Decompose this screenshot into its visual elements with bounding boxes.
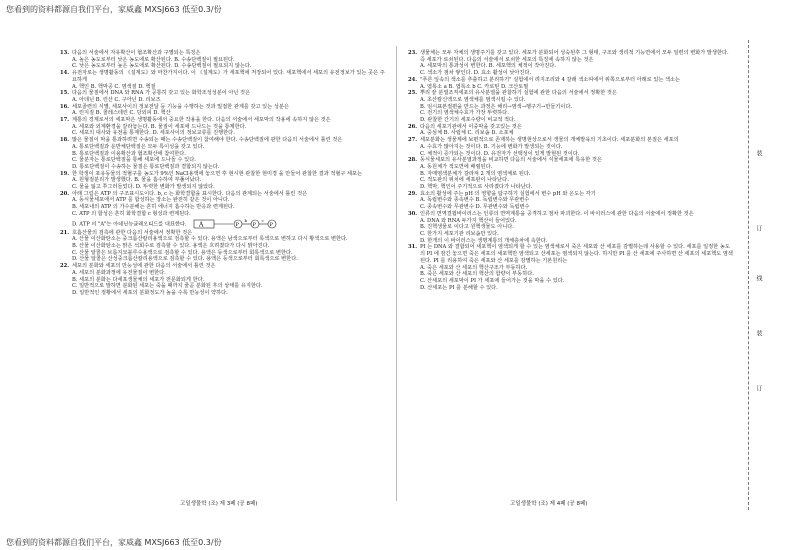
answer-option (60, 97, 385, 104)
question (408, 191, 733, 211)
page-footer-right: 고일생물학 (조) 제 4페 (공 8페) (510, 501, 588, 507)
answer-option-text: A. 동원체가 적도면에 배렬된다. (420, 163, 493, 170)
left-column (60, 50, 385, 297)
answer-option-text: D. 한개의 이 바이러스는 생명계통의 개체층차에 속한다. (420, 237, 548, 244)
answer-option-text: A. 통로단백질과 운반체단백질은 모두 특이성을 갖고 있다. (72, 143, 205, 150)
answer-option-text: C. ATP 의 합성은 흔히 화학결합 c 형성과 련계된다. (72, 210, 191, 217)
answer-option (408, 224, 733, 231)
watermark-bottom: 您看到的资料都源自我们平台，家威鑫 MXSJ663 低至0.3/份 (6, 538, 222, 547)
answer-option-text: A. 높은 농도로부터 낮은 농도에로 확산된다. B. 수송단백질이 필요된다. (72, 56, 235, 63)
answer-option (408, 164, 733, 171)
question (60, 263, 385, 297)
atp-p-label: P (252, 221, 256, 228)
binding-mark-1: 装 (755, 150, 762, 158)
answer-option-text: D. 산세포는 PI 를 분해할 수 있다. (420, 284, 498, 291)
answer-option (408, 144, 733, 151)
answer-option (60, 283, 385, 290)
answer-option (408, 231, 733, 238)
answer-option (408, 204, 733, 211)
question-text: 다음의 서술에서 자유확산이 협조확산과 구별되는 특징은 (72, 50, 201, 56)
adenosine-box (194, 220, 214, 228)
atp-c-label: c (261, 217, 264, 223)
answer-option (60, 204, 385, 211)
answer-option-text: A. 아데닌 B. 린산 C. 구아닌 D. 리보즈 (72, 96, 161, 103)
atp-p-label: P (269, 221, 273, 228)
answer-option-text: B. 세포의 분화는 다세포생물체의 세포가 전문화되게 한다. (72, 276, 205, 283)
answer-option-text: D. 관찰한 간기의 세포수량이 비교적 적다. (420, 117, 516, 124)
question-number: 27. (408, 137, 418, 144)
question-text: 세포골련의 식별, 세포사이의 정보전달 등 기능을 수행하는 것과 밀접한 관계를 갖고 있는 성분은 (72, 103, 289, 110)
answer-option-text: A. 핵인 B. 핵막공 C. 염색질 D. 핵질 (72, 83, 156, 90)
answer-option-text: A. 엽록소 a B. 엽록소 b C. 카로틴 D. 크산토필 (420, 83, 529, 90)
right-column (408, 50, 733, 291)
answer-option-text: C. 적도판의 위치에 세포판이 나타난다. (420, 177, 509, 184)
question-number: 30. (408, 210, 418, 217)
answer-option (60, 290, 385, 297)
column-divider (396, 46, 397, 501)
answer-option-text: C. 한가지 세포기관 리보솜만 있다. (420, 230, 499, 237)
answer-option-text: A. 세포의 분화과정에 유전물질이 변한다. (72, 269, 166, 276)
question-number: 29. (408, 190, 418, 197)
question-number: 28. (408, 157, 418, 164)
question-number: 24. (408, 76, 418, 83)
question-number: 31. (408, 244, 418, 251)
binding-line (748, 40, 749, 510)
answer-option-text: A. 죽은 세포와 산 세포의 핵산구조가 부동하다. (420, 264, 528, 271)
answer-option (408, 117, 733, 124)
answer-option-text: B. 자매염색분체가 갈라져 2 개의 염색체로 된다. (420, 170, 531, 177)
question-number: 15. (60, 90, 70, 97)
question-text: 다음의 세포기관에서 이중막을 갖고있는 것은 (420, 123, 522, 130)
question (408, 124, 733, 137)
question (60, 230, 385, 264)
question (408, 244, 733, 291)
question-text: 유전자로는 생명활동의 《설계도》와 마찬가지이다. 이 《설계도》가 세포핵에 저장되어 있다. 세포핵에서 세포의 유전정보가 있는 곳은 주요하게 (72, 70, 385, 83)
answer-option-text: B. 죽은 세포와 산 세포의 핵산의 함량이 부동하다. (420, 271, 534, 278)
answer-option-text: D. 통로단백질이 수송하는 물질은 통로단백질과 결합되지 않는다. (72, 163, 220, 170)
question-text: 세포분화는 생물계에 보편적으로 존재하는 생명현상으로서 생물의 개체발육의 기초이다. 세포분화의 본질은 세포의 (420, 137, 679, 144)
answer-option-text: C. 낮은 농도로부터 높은 농도에로 확산된다. D. 수송단백질이 필요되지 않는다. (72, 63, 252, 70)
question (408, 50, 733, 77)
answer-option (60, 236, 385, 243)
answer-option (60, 218, 385, 230)
question-number: 23. (408, 50, 418, 56)
question-number: 26. (408, 123, 418, 130)
answer-option (60, 211, 385, 218)
question-text: 계통의 경계로서의 세포막은 생명활동에서 중요한 작용을 한다. 다음의 서술에서 세포막의 작용에 속하지 않은 것은 (72, 117, 331, 124)
atp-b-label: b (244, 217, 247, 223)
question (408, 157, 733, 191)
answer-option (60, 184, 385, 191)
question-text: 아래 그림은 ATP 의 구조표시도이다. b, c 는 화학결합을 표시한다. 다음의 관계되는 서술에서 틀린 것은 (72, 190, 308, 197)
answer-option-text: D. 핵막, 핵인이 주기적으로 사라졌다가 나타난다. (420, 184, 533, 191)
answer-option (60, 164, 385, 171)
question-text: "푸른 잎속의 색소를 추출하고 분리하기" 실험에서 려지조리와 4 갈래 색소띠에서 위쪽으로부터 아래로 있는 색소는 (420, 76, 681, 83)
answer-option-text: A. 산물 이산화탄소는 중크롬산칼리용액으로 검측할 수 있다. 용액은 남색으로부터 록색으로 변하고 다시 황색으로 변한다. (72, 236, 348, 243)
question (60, 70, 385, 90)
answer-option (60, 144, 385, 151)
question-number: 21. (60, 229, 70, 236)
watermark-top: 您看到的资料都源自我们平台，家威鑫 MXSJ663 低至0.3/份 (6, 5, 222, 14)
answer-option-text: A. 수효가 많아지는 것이다. B. 기능에 변화가 발생되는 것이다. (420, 143, 563, 150)
answer-option-text: A. DNA 와 RNA 두가지 핵산이 들어있다. (420, 217, 517, 224)
answer-option (408, 97, 733, 104)
question (408, 90, 733, 124)
question-text: 인류의 면역결핍바이러스는 인류의 면역계통을 공격하고 점차 파괴한다. 이 바이러스에 관한 다음의 서술에서 정확한 것은 (420, 210, 694, 217)
question-text: 효소의 활성에 주는 pH 의 영향을 탐구하기 실험에서 변수 pH 와 온도는 각기 (420, 190, 596, 197)
answer-option-text: A. 중심체 B. 사립체 C. 리보솜 D. 소포체 (420, 130, 514, 137)
answer-option (408, 70, 733, 77)
answer-option-text: C. 전기의 염색체수효가 가장 뚜렷하다. (420, 110, 509, 117)
answer-option-text: A. 독립변수와 종속변수 B. 독립변수와 무관변수 (420, 197, 530, 204)
question-text: 다음의 물질에서 DNA 와 RNA 가 공통히 갖고 있는 화학조성성분이 아닌 것은 (72, 90, 251, 97)
answer-option-text: C. 산물 알콜은 브롬지모블루수용액으로 검측할 수 있다. 용액은 등색으로부터 회록색으로 변한다. (72, 249, 293, 256)
answer-option (60, 243, 385, 250)
answer-option-text: A. 초산칼신액으로 염색체를 염색시킬 수 있다. (420, 96, 526, 103)
question-number: 14. (60, 70, 70, 77)
page-footer-left: 고일생물학 (조) 제 3페 (공 8페) (180, 501, 258, 507)
question-text: 생물체는 모두 자체의 생명주기를 갖고 있다. 세포가 분화되어 성숙된후 그 형태, 구조와 생리적 기능면에서 모두 일련의 변화가 발생한다. 즉 세포가 로쇠된다. 다음의 서술에서 로쇠한 세포의 특징에 속하지 않는 것은 (420, 50, 729, 63)
question-number: 17. (60, 117, 70, 124)
question-number: 19. (60, 170, 70, 177)
question-number: 20. (60, 190, 70, 197)
answer-option (408, 271, 733, 278)
atp-structure-diagram (193, 218, 285, 230)
answer-option-text: A. 세포와 외계환경을 갈라놓는다. B. 물질이 세포에 드나드는 것을 통제한다. (72, 123, 247, 130)
answer-option (408, 184, 733, 191)
question (60, 117, 385, 137)
answer-option-text: C. 체적이 증가되는 것이다. D. 유전자가 선택성이 있게 발현된 것이다. (420, 150, 580, 157)
binding-mark-3: 线 (755, 275, 762, 283)
binding-mark-5: 订 (755, 385, 762, 393)
question (60, 90, 385, 103)
answer-option-text: C. 산세포의 세포막이 PI 가 세포에 들어가는 것을 막을 수 있다. (420, 277, 565, 284)
question-number: 25. (408, 90, 418, 97)
answer-option-text: A. 동식물세포에서 ATP 를 합성하는 장소는 완전히 같은 것이 아니다. (72, 197, 230, 204)
answer-option-text: D. 일반적인 정황에서 세포의 분화정도가 높을 수록 만능성이 약하다. (72, 289, 228, 296)
binding-mark-2: 订 (755, 225, 762, 233)
question-text: 동식물세포의 유사분열과정을 비교하면 다음의 서술에서 식물세포에 특유한 것은 (420, 157, 602, 164)
answer-option-text: C. 물을 잃고 쭈그러들었다. D. 뚜렷한 변화가 발생되지 않았다. (72, 184, 215, 191)
answer-option (408, 285, 733, 292)
question-number: 22. (60, 263, 70, 270)
question (60, 171, 385, 191)
question-text: 세포의 분화와 세포의 만능성에 관한 다음의 서술에서 틀린 것은 (72, 263, 216, 270)
question-text: 한 학생이 포유동물의 적혈구를 농도가 9%인 NaCl용액에 놓으면 후 현시현 관찰한 현미경 을 만들어 관찰한 결과 적혈구 세포는 (72, 170, 363, 177)
answer-option-text: B. 산물 이산화탄소는 맑은 석회수로 검측할 수 있다. 용액은 흐려졌다가 다시 맑아진다. (72, 242, 270, 249)
question (408, 77, 733, 90)
answer-option-text: C. 종속변수와 무관변수 D. 무관변수와 독립변수 (420, 204, 530, 211)
answer-option (408, 278, 733, 285)
question-text: 뿌리 끝 분열조직세포의 유사분열을 관찰하기 실험에 관한 다음의 서술에서 정확한 것은 (420, 90, 617, 97)
binding-mark-4: 装 (755, 330, 762, 338)
answer-option-text: C. 세포의 대사와 유전을 통제한다. D. 세포사이의 정보교류를 진행한다. (72, 130, 235, 137)
answer-option-text: B. 세포내의 ATP 의 가수분해는 흔히 에너지 흡수하는 반응과 련계된다. (72, 204, 235, 211)
answer-option-text: D. ATP 의 "A"는 아데닌뉴클레오티드를 대표한다. (72, 221, 187, 228)
question (408, 211, 733, 245)
question-text: PI 는 DNA 와 결합되어 세포핵이 염색되게 할 수 있는 염색체로서 죽은 세포와 산 세포를 감별하는데 사용할 수 있다. 세포를 일정한 농도의 PI 에 잠긴 놓으면 죽은 세포의 세포핵만 염색되고 산세포는 염색되지 않는다. 하지만 PI 를 산 세포에 주사하면 산 세포의 세포핵도 염색된다. PI 를 리용하여 죽은 세포와 산 세포를 감별하는 기본원리는 (420, 244, 733, 264)
answer-option-text: D. 산물 알콜은 산성중크롬산칼리용액으로 검측할 수 있다. 용액은 등색으로부터 회록색으로 변한다. (72, 256, 298, 263)
answer-option-text: B. 진핵생물로 이다고 원핵생물도 아니다. (420, 224, 514, 231)
question (408, 137, 733, 157)
answer-option (60, 157, 385, 164)
answer-option-text: C. 일반적으로 말하면 분화된 세포는 죽을 때까지 줄곧 분화된 후의 상태를 유지한다. (72, 283, 263, 290)
atp-diagram-svg (193, 218, 285, 230)
atp-p-label: P (235, 221, 239, 228)
question-number: 18. (60, 137, 70, 144)
question (60, 137, 385, 171)
question-text: 호흡산물의 검측에 관한 다음의 서술에서 정확한 것은 (72, 229, 193, 236)
answer-option-text: B. 통로단백질과 이용확산과 협조확산에 참여한다. (72, 150, 186, 157)
answer-option-text: C. 물분자는 통로단백질을 통해 세포에 드나들 수 있다. (72, 157, 196, 164)
atp-a-label: A (198, 221, 203, 229)
question-number: 13. (60, 50, 70, 56)
answer-option-text: A. 린지질 B. 콜레스테린 C. 당외피 D. 핵산 (72, 110, 171, 117)
question (60, 50, 385, 70)
answer-option-text: A. 원형질분리가 발생했다. B. 물을 흡수하여 부풀어났다. (72, 177, 202, 184)
question-text: 많은 물질이 막을 통과하려면 수송되는 때는 수송단백질이 참여해야 한다. 수송단백질에 관한 다음의 서술에서 틀린 것은 (72, 137, 343, 144)
question (60, 191, 385, 230)
question-number: 16. (60, 103, 70, 110)
answer-option-text: B. 임시표본절편을 만드는 과정은 해리→염색→헹구기→만들기이다. (420, 103, 573, 110)
answer-option (60, 270, 385, 277)
answer-option-text: A. 세포막의 통과성이 변한다. B. 세포핵의 체적이 작아진다. (420, 63, 556, 70)
answer-option-text: C. 색소가 점차 쌓인다. D. 효소 활성이 낮아진다. (420, 70, 532, 77)
question (60, 104, 385, 117)
